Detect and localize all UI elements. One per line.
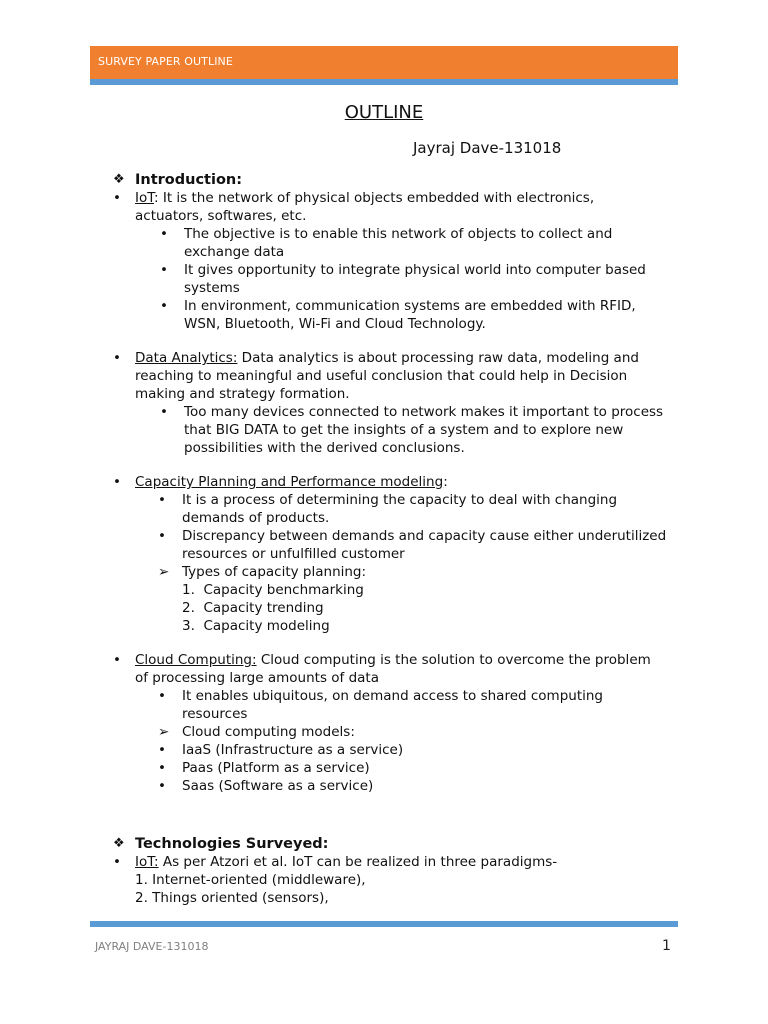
page-title: OUTLINE: [344, 102, 424, 123]
disc-bullet-icon: •: [113, 474, 121, 490]
disc-bullet-icon: •: [160, 226, 168, 242]
cloud-sublist: [113, 687, 683, 795]
disc-bullet-icon: •: [160, 298, 168, 314]
disc-bullet-icon: •: [158, 760, 166, 776]
list-item: • Too many devices connected to network makes it important to process that BIG DATA to get the insights of a system and to explore new possibilities with the derived conclusions.: [160, 404, 664, 456]
list-item: • The objective is to enable this network of objects to collect and exchange data: [160, 226, 613, 260]
list-item: • Saas (Software as a service): [158, 778, 374, 794]
disc-bullet-icon: •: [113, 190, 121, 206]
list-item-cloud-computing: • Cloud Computing: Cloud computing is the solution to overcome the problem of processing large amounts of data: [113, 652, 651, 686]
capacity-numbered-list: [113, 581, 683, 635]
iot-term: IoT:: [135, 854, 159, 870]
page-number: 1: [662, 938, 671, 954]
list-item: ➢ Types of capacity planning:: [158, 564, 367, 580]
list-item: • Discrepancy between demands and capacity cause either underutilized resources or unfulfilled customer: [158, 528, 667, 562]
header-rule: [90, 79, 678, 85]
list-item: ➢ Cloud computing models:: [158, 724, 355, 740]
disc-bullet-icon: •: [158, 528, 166, 544]
list-item: 2. Capacity trending: [182, 600, 324, 616]
section-heading-text: Technologies Surveyed:: [135, 836, 329, 852]
author-name: Jayraj Dave-131018: [413, 139, 562, 157]
list-item-capacity-planning: • Capacity Planning and Performance modeling:: [113, 474, 448, 490]
section-heading-introduction: [113, 171, 683, 189]
analytics-sublist: [113, 403, 683, 457]
list-item: 1. Capacity benchmarking: [182, 582, 364, 598]
disc-bullet-icon: •: [113, 652, 121, 668]
disc-bullet-icon: •: [158, 742, 166, 758]
list-item: • In environment, communication systems are embedded with RFID, WSN, Bluetooth, Wi-Fi and Cloud Technology.: [160, 298, 636, 332]
capacity-sublist: [113, 491, 683, 581]
footer-rule: [90, 921, 678, 927]
intro-sublist: [113, 225, 683, 333]
outline-content: [113, 171, 683, 907]
iot-term: IoT: [135, 190, 155, 206]
section-heading-technologies: [113, 835, 683, 853]
list-item-iot-paradigms: • IoT: As per Atzori et al. IoT can be realized in three paradigms- 1. Internet-oriented (middleware), 2. Things oriented (sensors),: [113, 854, 558, 906]
list-item: 3. Capacity modeling: [182, 618, 330, 634]
header-bar: [90, 46, 678, 79]
list-item: • IaaS (Infrastructure as a service): [158, 742, 404, 758]
data-analytics-term: Data Analytics:: [135, 350, 238, 366]
header-title: SURVEY PAPER OUTLINE: [98, 55, 233, 68]
disc-bullet-icon: •: [160, 404, 168, 420]
list-item-iot: • IoT: It is the network of physical objects embedded with electronics, actuators, softwares, etc.: [113, 190, 595, 224]
diamond-bullet-icon: ❖: [113, 836, 125, 851]
list-item: • It is a process of determining the capacity to deal with changing demands of products.: [158, 492, 618, 526]
arrowhead-bullet-icon: ➢: [158, 724, 170, 740]
disc-bullet-icon: •: [158, 492, 166, 508]
list-item: • Paas (Platform as a service): [158, 760, 370, 776]
cloud-computing-term: Cloud Computing:: [135, 652, 257, 668]
section-heading-text: Introduction:: [135, 172, 243, 188]
disc-bullet-icon: •: [113, 854, 121, 870]
disc-bullet-icon: •: [158, 778, 166, 794]
footer-author: JAYRAJ DAVE-131018: [95, 940, 209, 953]
arrowhead-bullet-icon: ➢: [158, 564, 170, 580]
capacity-planning-term: Capacity Planning and Performance modeling: [135, 474, 444, 490]
list-item: • It gives opportunity to integrate physical world into computer based systems: [160, 262, 646, 296]
list-item-data-analytics: • Data Analytics: Data analytics is about processing raw data, modeling and reaching to meaningful and useful conclusion that could help in Decision making and strategy formation.: [113, 350, 639, 402]
disc-bullet-icon: •: [158, 688, 166, 704]
diamond-bullet-icon: ❖: [113, 172, 125, 187]
disc-bullet-icon: •: [113, 350, 121, 366]
list-item: • It enables ubiquitous, on demand access to shared computing resources: [158, 688, 603, 722]
disc-bullet-icon: •: [160, 262, 168, 278]
